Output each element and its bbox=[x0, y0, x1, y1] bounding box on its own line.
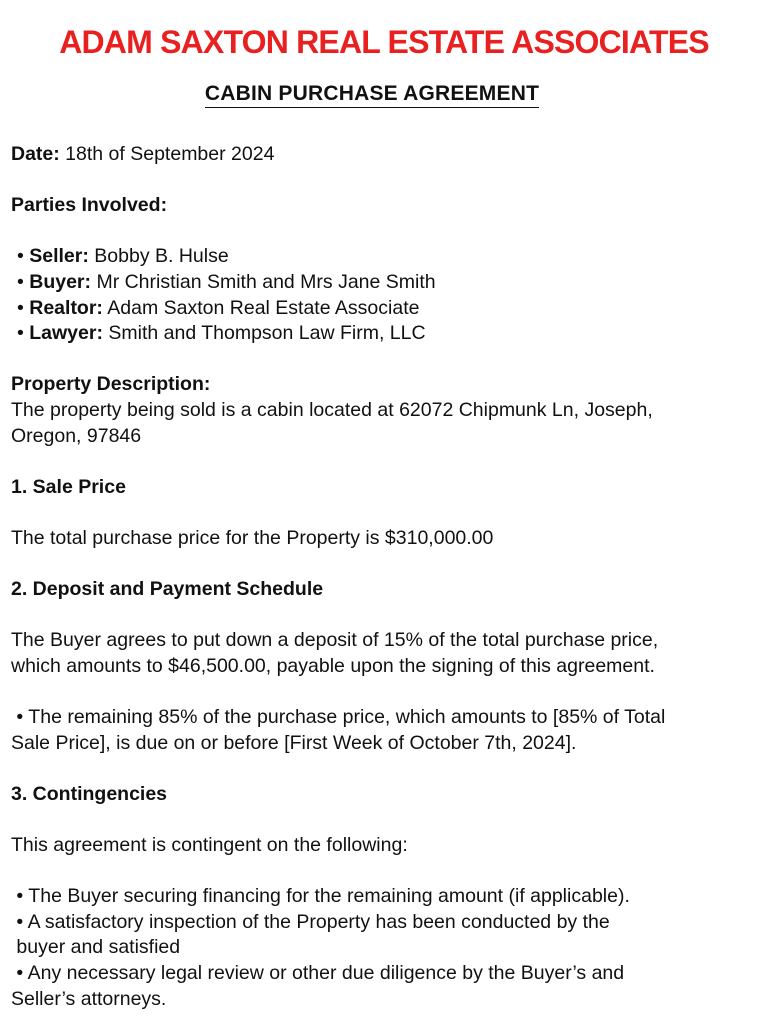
firm-name-heading: ADAM SAXTON REAL ESTATE ASSOCIATES bbox=[59, 24, 709, 60]
sale-price-text: The total purchase price for the Property is $310,000.00 bbox=[11, 526, 494, 549]
party-label: Realtor: bbox=[29, 296, 103, 319]
party-lawyer: • Lawyer: Smith and Thompson Law Firm, LLC bbox=[17, 322, 426, 345]
document-body bbox=[11, 142, 763, 1012]
document-title bbox=[0, 80, 744, 108]
party-value: Smith and Thompson Law Firm, LLC bbox=[102, 322, 426, 345]
remaining-payment-line1: • The remaining 85% of the purchase price, which amounts to [85% of Total bbox=[11, 706, 666, 729]
contingencies-heading: 3. Contingencies bbox=[11, 782, 168, 805]
contingency-item-financing: • The Buyer securing financing for the remaining amount (if applicable). bbox=[11, 885, 630, 908]
deposit-heading: 2. Deposit and Payment Schedule bbox=[11, 578, 324, 601]
deposit-text-line1: The Buyer agrees to put down a deposit of 15% of the total purchase price, bbox=[11, 629, 659, 652]
property-heading: Property Description: bbox=[11, 373, 211, 396]
date-label: Date: bbox=[11, 143, 60, 165]
party-value: Mr Christian Smith and Mrs Jane Smith bbox=[91, 270, 436, 293]
party-label: Buyer: bbox=[29, 270, 92, 293]
date-line bbox=[11, 142, 763, 168]
party-label: Lawyer: bbox=[29, 322, 103, 345]
contingencies-intro: This agreement is contingent on the following: bbox=[11, 834, 408, 857]
parties-heading: Parties Involved: bbox=[11, 194, 168, 217]
party-label: Seller: bbox=[29, 245, 89, 268]
party-seller: • Seller: Bobby B. Hulse bbox=[17, 245, 229, 268]
party-buyer: • Buyer: Mr Christian Smith and Mrs Jane Smith bbox=[17, 270, 436, 293]
document-title-text: CABIN PURCHASE AGREEMENT bbox=[205, 82, 539, 108]
deposit-text-line2: which amounts to $46,500.00, payable upon the signing of this agreement. bbox=[11, 654, 655, 677]
party-realtor: • Realtor: Adam Saxton Real Estate Associate bbox=[17, 296, 420, 319]
contingency-item-legal-line2: Seller’s attorneys. bbox=[11, 987, 167, 1010]
contingency-item-inspection-line1: • A satisfactory inspection of the Property has been conducted by the bbox=[11, 910, 610, 933]
property-text-line2: Oregon, 97846 bbox=[11, 424, 142, 447]
party-value: Bobby B. Hulse bbox=[88, 245, 229, 268]
contingency-item-legal-line1: • Any necessary legal review or other due diligence by the Buyer’s and bbox=[11, 962, 625, 984]
parties-list bbox=[11, 244, 763, 346]
contingency-item-inspection-line2: buyer and satisfied bbox=[11, 936, 181, 959]
date-value: 18th of September 2024 bbox=[59, 143, 275, 165]
property-text-line1: The property being sold is a cabin located at 62072 Chipmunk Ln, Joseph, bbox=[11, 398, 653, 421]
remaining-payment-line2: Sale Price], is due on or before [First Week of October 7th, 2024]. bbox=[11, 731, 577, 754]
party-value: Adam Saxton Real Estate Associate bbox=[102, 296, 420, 319]
sale-price-heading: 1. Sale Price bbox=[11, 475, 126, 498]
